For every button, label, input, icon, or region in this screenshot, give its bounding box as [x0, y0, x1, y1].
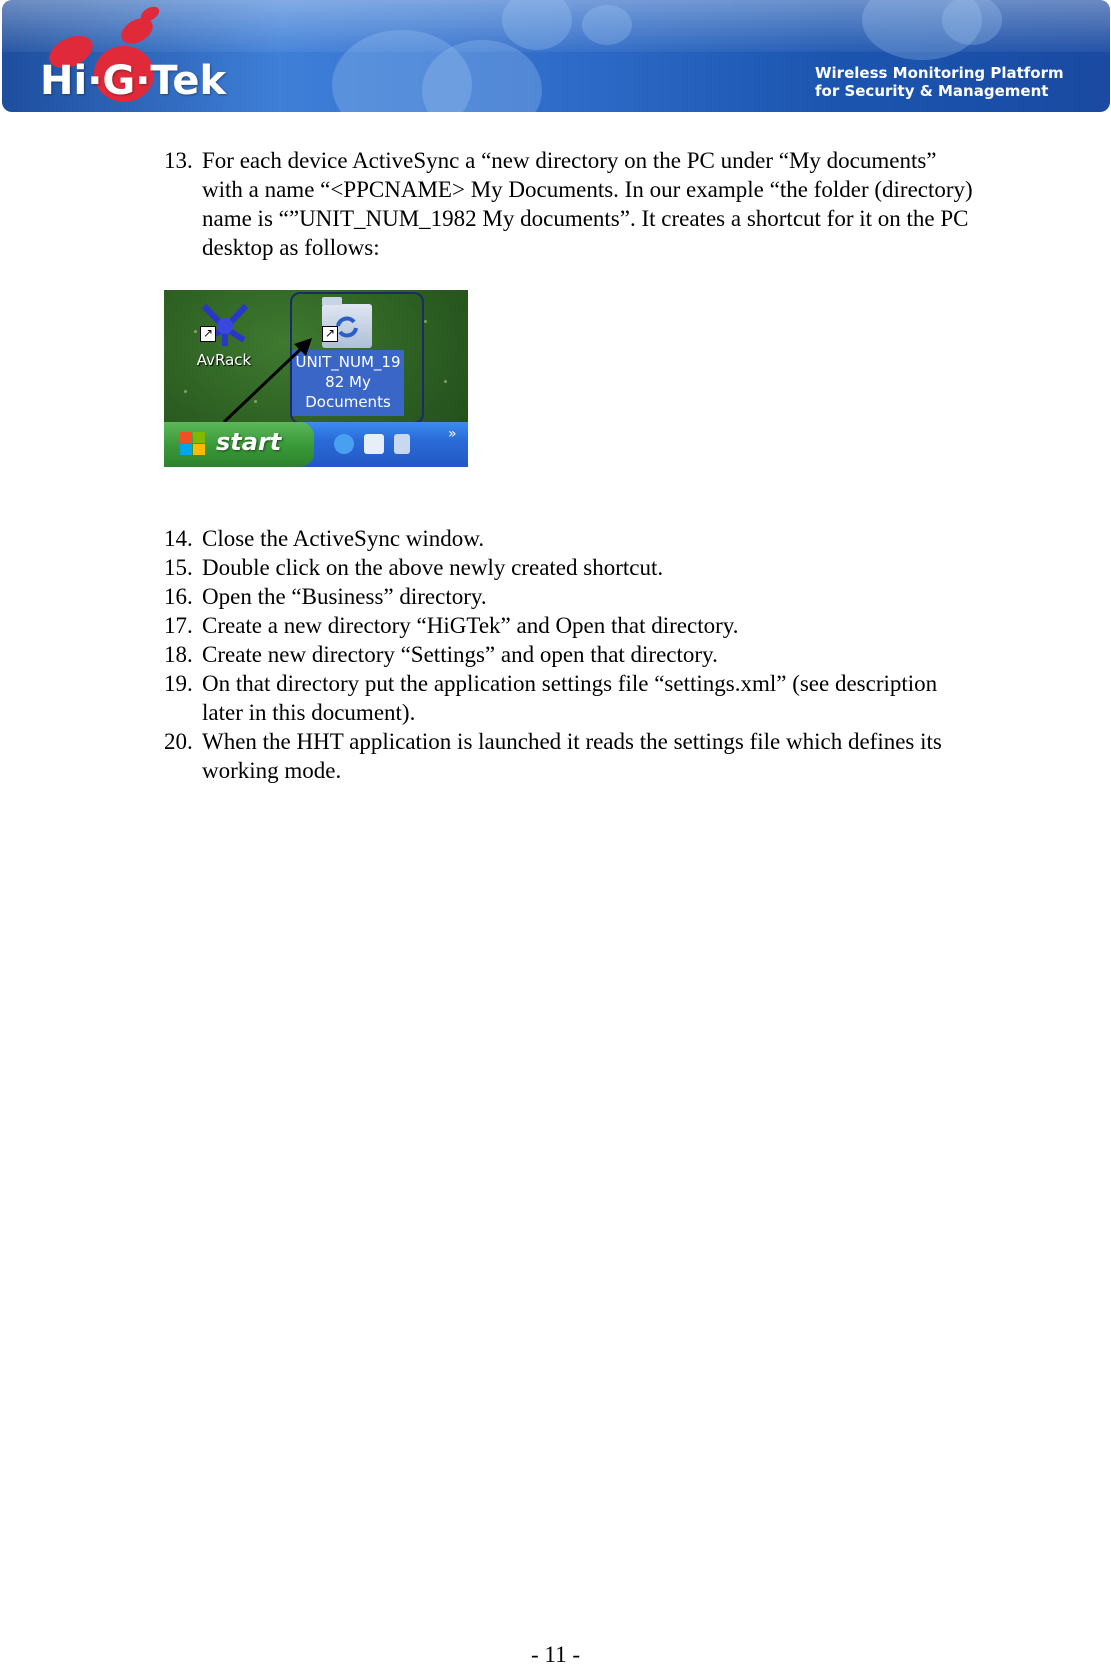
list-item [164, 727, 1064, 785]
list-item [164, 582, 1064, 611]
internet-explorer-icon[interactable] [334, 434, 354, 454]
item-line: Open the “Business” directory. [202, 584, 487, 609]
list-item [164, 669, 1064, 727]
list-item [164, 146, 1064, 262]
item-line: Create a new directory “HiGTek” and Open that directory. [202, 613, 739, 638]
item-number: 15. [164, 555, 193, 580]
item-line: Close the ActiveSync window. [202, 526, 485, 551]
banner-bubble [582, 5, 632, 45]
taskbar [164, 422, 468, 467]
shortcut-label-line: 82 My [325, 373, 371, 391]
item-line: For each device ActiveSync a “new directory on the PC under “My documents” [202, 148, 937, 173]
header-banner [2, 0, 1110, 112]
windows-logo-icon [180, 432, 206, 456]
item-line: desktop as follows: [202, 235, 380, 260]
shortcut-overlay-icon: ↗ [322, 326, 338, 342]
page-number: - 11 - [531, 1642, 580, 1667]
tagline-line: Wireless Monitoring Platform [815, 64, 1064, 82]
start-button[interactable] [164, 422, 314, 467]
item-line: with a name “<PPCNAME> My Documents. In our example “the folder (directory) [202, 177, 973, 202]
item-number: 17. [164, 613, 193, 638]
item-line: When the HHT application is launched it reads the settings file which defines its [202, 729, 942, 754]
list-item [164, 524, 1064, 553]
item-line: later in this document). [202, 700, 416, 725]
item-number: 13. [164, 148, 193, 173]
shortcut-label-line: UNIT_NUM_19 [295, 353, 401, 371]
app-icon[interactable] [394, 434, 410, 454]
list-item [164, 611, 1064, 640]
item-line: name is “”UNIT_NUM_1982 My documents”. It creates a shortcut for it on the PC [202, 206, 969, 231]
banner-tagline [815, 64, 1064, 100]
company-logo: Hi·G·Tek [40, 58, 227, 104]
list-item [164, 640, 1064, 669]
item-line: Double click on the above newly created shortcut. [202, 555, 664, 580]
avrack-label: AvRack [196, 351, 252, 369]
shortcut-label-line: Documents [305, 393, 391, 411]
item-number: 19. [164, 671, 193, 696]
desktop-screenshot [164, 290, 468, 467]
step-13 [164, 146, 1064, 262]
pointer-arrow-icon [220, 336, 320, 426]
item-line: working mode. [202, 758, 342, 783]
quick-launch-chevron[interactable]: » [448, 426, 457, 442]
list-item [164, 553, 1064, 582]
item-number: 18. [164, 642, 193, 667]
item-line: On that directory put the application settings file “settings.xml” (see description [202, 671, 938, 696]
start-label: start [216, 428, 282, 456]
desktop-icon[interactable] [364, 434, 384, 454]
item-number: 20. [164, 729, 193, 754]
item-number: 14. [164, 526, 193, 551]
steps-list [164, 524, 1064, 785]
shortcut-overlay-icon: ↗ [200, 326, 216, 342]
item-line: Create new directory “Settings” and open that directory. [202, 642, 718, 667]
tagline-line: for Security & Management [815, 82, 1049, 100]
item-number: 16. [164, 584, 193, 609]
